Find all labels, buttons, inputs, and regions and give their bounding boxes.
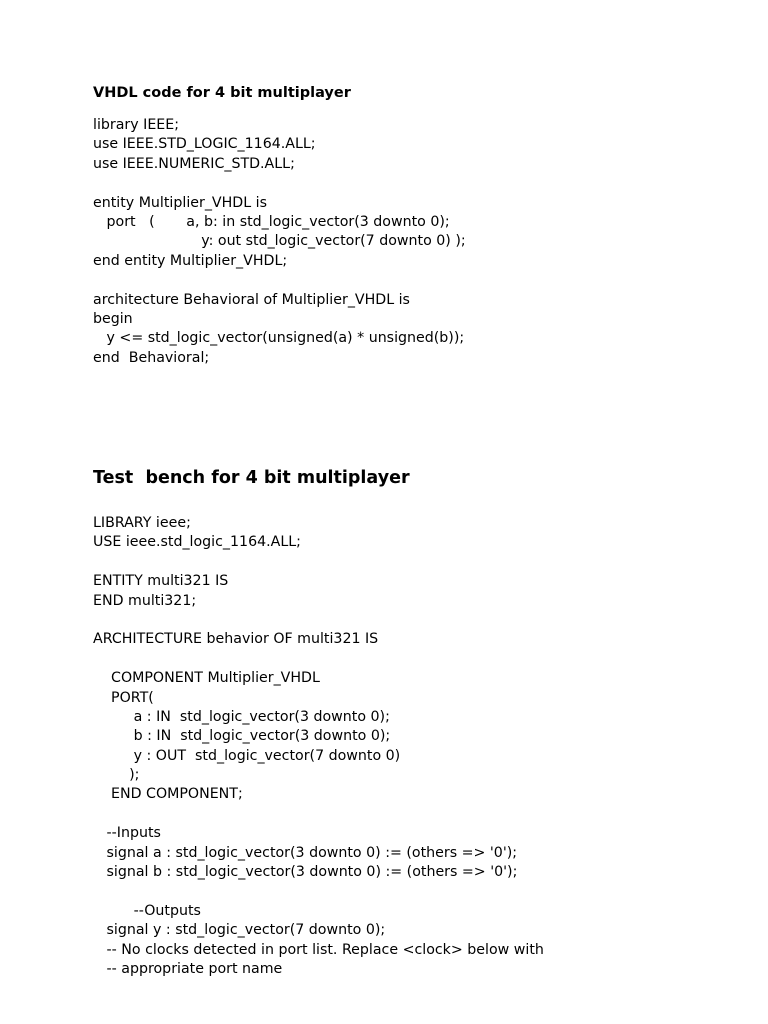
code-line: PORT(: [93, 689, 154, 706]
code-line: b : IN std_logic_vector(3 downto 0);: [93, 728, 391, 745]
code-line: y <= std_logic_vector(unsigned(a) * unsigned(b));: [93, 330, 465, 347]
code-line: y : OUT std_logic_vector(7 downto 0): [93, 747, 401, 764]
code-line: signal a : std_logic_vector(3 downto 0) := (others => '0');: [93, 844, 518, 861]
code-line: [93, 174, 466, 193]
code-line: LIBRARY ieee;: [93, 515, 191, 531]
code-line: COMPONENT Multiplier_VHDL: [93, 670, 320, 687]
code-line: architecture Behavioral of Multiplier_VHDL is: [93, 291, 410, 308]
code-line: signal b : std_logic_vector(3 downto 0) := (others => '0');: [93, 864, 518, 881]
code-line: USE ieee.std_logic_1164.ALL;: [93, 534, 301, 551]
code-line: a : IN std_logic_vector(3 downto 0);: [93, 708, 390, 725]
code-line: [93, 553, 544, 572]
code-line: [93, 805, 544, 824]
vhdl-code-block: [93, 116, 466, 368]
section-heading-vhdl-code: VHDL code for 4 bit multiplayer: [93, 85, 351, 101]
code-line: -- appropriate port name: [93, 960, 283, 977]
test-bench-code-block: [93, 514, 544, 979]
code-line: --Inputs: [93, 825, 161, 842]
code-line: ENTITY multi321 IS: [93, 573, 229, 590]
code-line: begin: [93, 310, 133, 327]
code-line: -- No clocks detected in port list. Replace <clock> below with: [93, 941, 544, 958]
code-line: [93, 650, 544, 669]
code-line: y: out std_logic_vector(7 downto 0) );: [93, 233, 466, 250]
code-line: END multi321;: [93, 592, 197, 609]
code-line: ARCHITECTURE behavior OF multi321 IS: [93, 631, 379, 648]
code-line: --Outputs: [93, 902, 201, 919]
code-line: signal y : std_logic_vector(7 downto 0);: [93, 922, 386, 939]
code-line: use IEEE.NUMERIC_STD.ALL;: [93, 155, 295, 172]
code-line: [93, 882, 544, 901]
document-page: [93, 0, 753, 1024]
section-heading-test-bench: Test bench for 4 bit multiplayer: [93, 468, 410, 488]
code-line: END COMPONENT;: [93, 786, 243, 803]
code-line: library IEEE;: [93, 117, 180, 133]
code-line: entity Multiplier_VHDL is: [93, 194, 267, 211]
code-line: [93, 611, 544, 630]
code-line: [93, 271, 466, 290]
code-line: use IEEE.STD_LOGIC_1164.ALL;: [93, 136, 316, 153]
code-line: end entity Multiplier_VHDL;: [93, 252, 288, 269]
code-line: );: [93, 767, 140, 784]
code-line: port ( a, b: in std_logic_vector(3 downto 0);: [93, 213, 450, 230]
code-line: end Behavioral;: [93, 349, 210, 366]
